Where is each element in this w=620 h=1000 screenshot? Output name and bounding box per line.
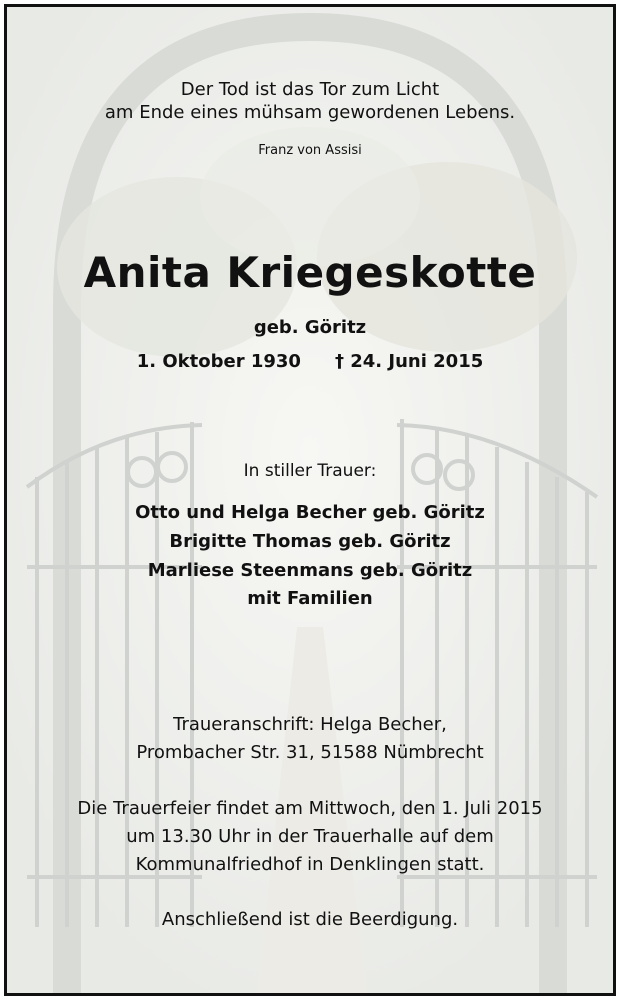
address-line: Prombacher Str. 31, 51588 Nümbrecht — [136, 741, 484, 763]
quote-author: Franz von Assisi — [258, 143, 362, 158]
birth-name: geb. Göritz — [253, 317, 367, 338]
burial-note: Anschließend ist die Beerdigung. — [161, 909, 459, 930]
birth-date: 1. Oktober 1930 — [136, 351, 301, 372]
mourner-name: Otto und Helga Becher geb. Göritz — [135, 502, 485, 523]
funeral-service-info — [7, 795, 613, 879]
quote — [7, 79, 613, 124]
quote-line: Der Tod ist das Tor zum Licht — [180, 79, 440, 100]
address-line: Traueranschrift: Helga Becher, — [173, 714, 447, 735]
deceased-name: Anita Kriegeskotte — [83, 248, 537, 297]
death-date: † 24. Juni 2015 — [334, 351, 484, 372]
mourners-list — [7, 499, 613, 614]
mourner-name: mit Familien — [247, 588, 373, 610]
mourner-name: Marliese Steenmans geb. Göritz — [147, 559, 473, 581]
mourning-address — [7, 711, 613, 767]
obituary-card — [4, 4, 616, 996]
service-line: um 13.30 Uhr in der Trauerhalle auf dem — [126, 825, 494, 847]
service-line: Kommunalfriedhof in Denklingen statt. — [135, 853, 485, 875]
service-line: Die Trauerfeier findet am Mittwoch, den 1. Juli 2015 — [77, 798, 543, 819]
life-dates — [7, 351, 613, 374]
mourner-name: Brigitte Thomas geb. Göritz — [169, 530, 451, 552]
mourners-heading: In stiller Trauer: — [243, 461, 377, 481]
quote-line: am Ende eines mühsam gewordenen Lebens. — [104, 101, 516, 123]
